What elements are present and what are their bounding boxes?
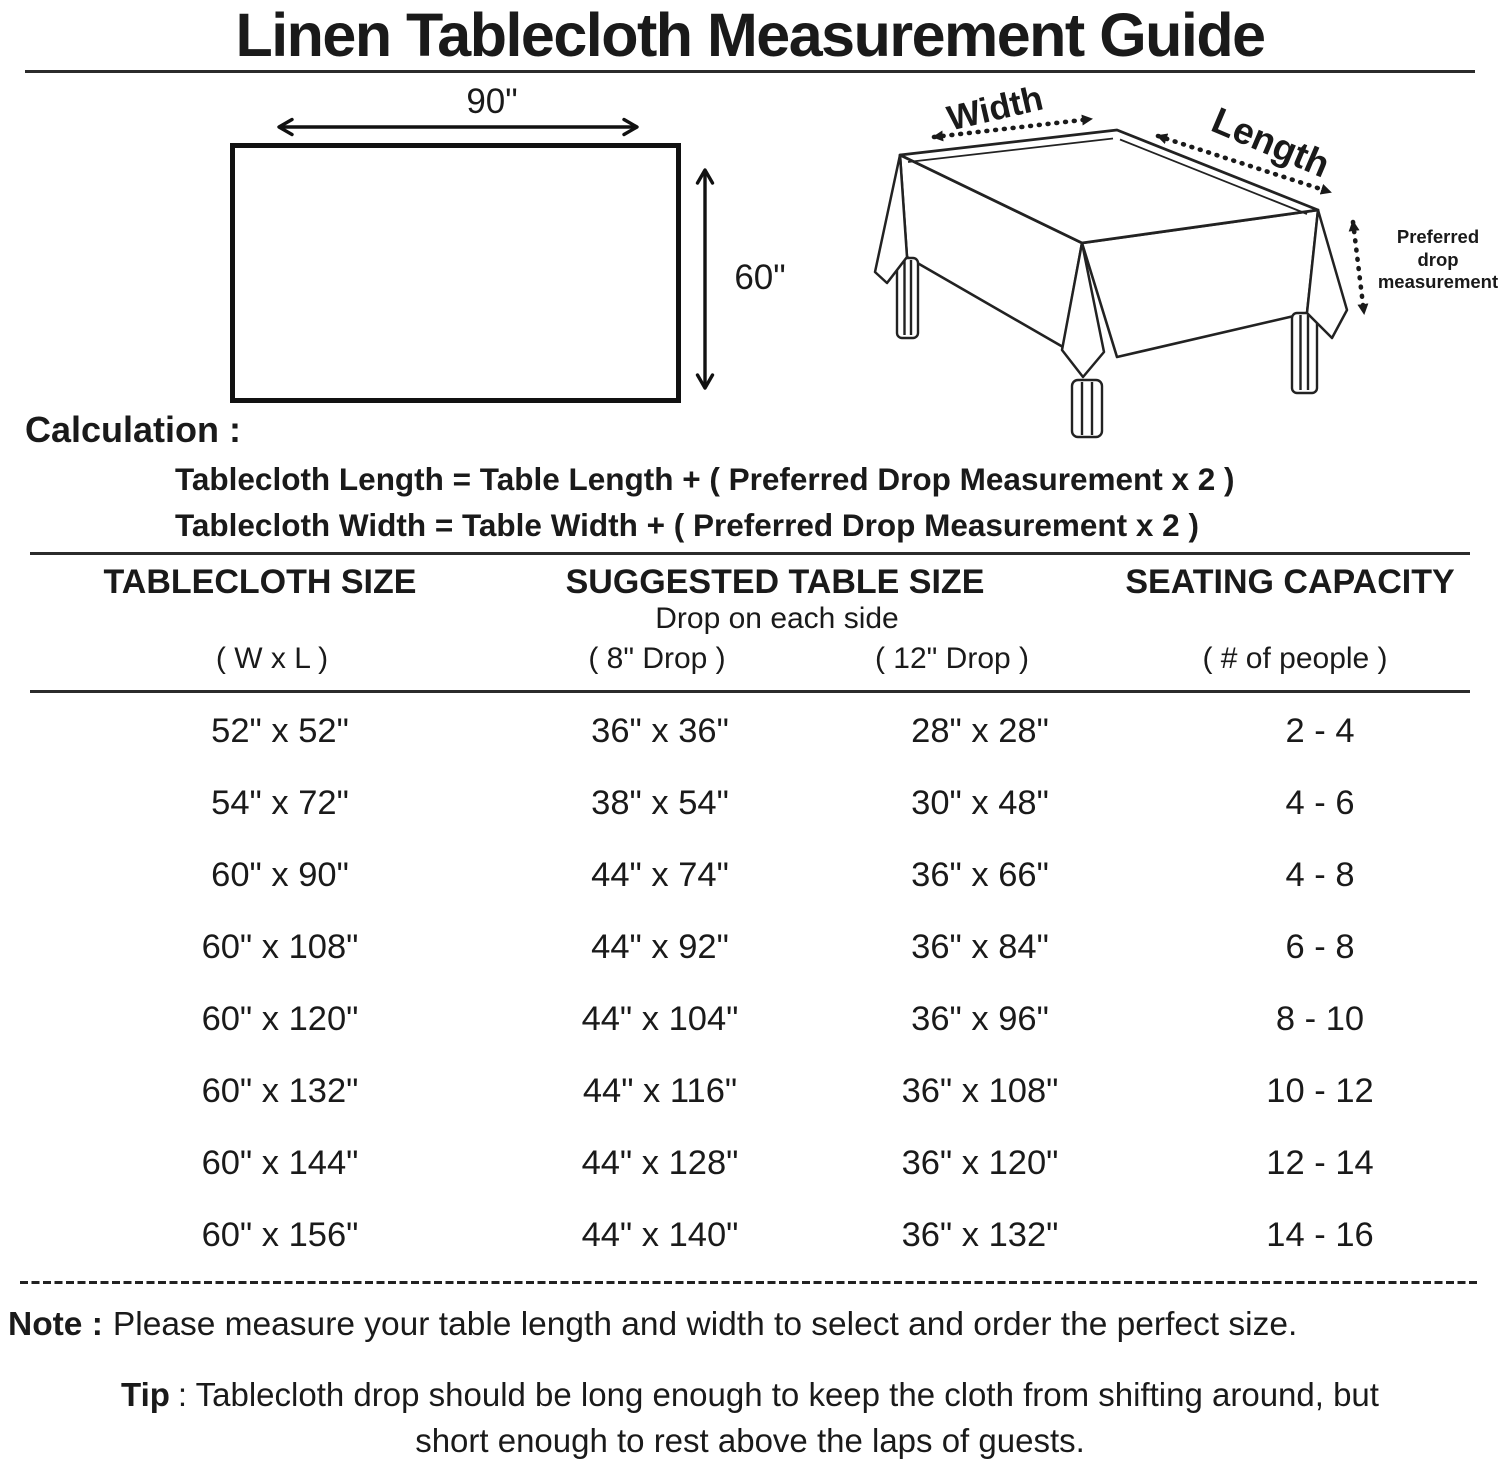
drop-on-each-side-subnote: Drop on each side bbox=[655, 602, 899, 635]
diagram-width-value: 90" bbox=[466, 82, 518, 121]
table-cell: 44" x 104" bbox=[581, 1000, 739, 1038]
table-cell: 36" x 66" bbox=[911, 856, 1049, 894]
title-divider bbox=[25, 70, 1475, 73]
table-cell: 44" x 92" bbox=[591, 928, 729, 966]
table-cell: 36" x 96" bbox=[911, 1000, 1049, 1038]
height-dimension-arrow-icon bbox=[698, 170, 713, 388]
tip-text-line-1: Tip : Tablecloth drop should be long enough to keep the cloth from shifting around, but bbox=[121, 1376, 1379, 1413]
dashed-divider bbox=[20, 1281, 1480, 1284]
tip-text-line-2: short enough to rest above the laps of guests. bbox=[415, 1422, 1085, 1459]
table-cell: 38" x 54" bbox=[591, 784, 729, 822]
table-cell: 44" x 140" bbox=[581, 1216, 739, 1254]
table-cell: 60" x 144" bbox=[201, 1144, 359, 1182]
table-cell: 14 - 16 bbox=[1266, 1216, 1374, 1254]
table-cell: 6 - 8 bbox=[1285, 928, 1355, 966]
unit-header-people: ( # of people ) bbox=[1202, 642, 1388, 675]
tablecloth-rectangle bbox=[233, 146, 679, 401]
table-cell: 44" x 128" bbox=[581, 1144, 739, 1182]
unit-header-12-drop: ( 12" Drop ) bbox=[874, 642, 1030, 675]
size-table bbox=[30, 695, 1470, 1271]
width-dimension-arrow-icon bbox=[279, 120, 637, 135]
table-cell: 36" x 84" bbox=[911, 928, 1049, 966]
column-header-suggested-table-size: SUGGESTED TABLE SIZE bbox=[565, 563, 985, 601]
table-header-divider bbox=[30, 690, 1470, 693]
tablecloth-on-table-illustration bbox=[850, 75, 1500, 445]
table-cell: 60" x 90" bbox=[211, 856, 349, 894]
svg-text:drop: drop bbox=[1417, 249, 1459, 270]
width-formula: Tablecloth Width = Table Width + ( Preferred Drop Measurement x 2 ) bbox=[175, 507, 1199, 543]
table-cell: 44" x 74" bbox=[591, 856, 729, 894]
table-cell: 4 - 8 bbox=[1285, 856, 1355, 894]
table-cell: 12 - 14 bbox=[1266, 1144, 1374, 1182]
svg-text:Preferred: Preferred bbox=[1396, 226, 1480, 247]
table-cell: 8 - 10 bbox=[1275, 1000, 1365, 1038]
table-cell: 4 - 6 bbox=[1285, 784, 1355, 822]
table-cell: 60" x 108" bbox=[201, 928, 359, 966]
table-cell: 44" x 116" bbox=[582, 1072, 738, 1110]
cloth-left-corner-flap bbox=[875, 155, 907, 283]
table-cell: 54" x 72" bbox=[211, 784, 349, 822]
table-cell: 36" x 108" bbox=[901, 1072, 1059, 1110]
illustration-length-label: Length bbox=[1206, 99, 1336, 186]
table-cell: 2 - 4 bbox=[1285, 712, 1355, 750]
table-cell: 36" x 120" bbox=[901, 1144, 1059, 1182]
table-cell: 30" x 48" bbox=[911, 784, 1049, 822]
note-text: Note : Please measure your table length and width to select and order the perfect size. bbox=[8, 1306, 1298, 1343]
table-cell: 60" x 156" bbox=[201, 1216, 359, 1254]
table-cell: 28" x 28" bbox=[911, 712, 1049, 750]
preferred-drop-note bbox=[1378, 226, 1498, 292]
page-title: Linen Tablecloth Measurement Guide bbox=[235, 1, 1265, 69]
note-label: Note : bbox=[8, 1306, 103, 1343]
table-cell: 52" x 52" bbox=[211, 712, 349, 750]
tip-label: Tip bbox=[121, 1376, 170, 1413]
table-cell: 36" x 36" bbox=[591, 712, 729, 750]
column-header-seating-capacity: SEATING CAPACITY bbox=[1125, 563, 1455, 601]
flat-tablecloth-diagram bbox=[230, 80, 810, 410]
table-cell: 60" x 120" bbox=[201, 1000, 359, 1038]
svg-text:measurement: measurement bbox=[1377, 271, 1499, 292]
table-cell: 60" x 132" bbox=[201, 1072, 359, 1110]
calculation-heading: Calculation : bbox=[25, 409, 242, 450]
column-header-tablecloth-size: TABLECLOTH SIZE bbox=[103, 563, 417, 601]
illustration-width-label: Width bbox=[943, 78, 1047, 139]
unit-header-8-drop: ( 8" Drop ) bbox=[588, 642, 726, 675]
drop-measurement-arrow-icon bbox=[1353, 222, 1364, 313]
table-cell: 36" x 132" bbox=[901, 1216, 1059, 1254]
table-cell: 10 - 12 bbox=[1266, 1072, 1374, 1110]
length-formula: Tablecloth Length = Table Length + ( Preferred Drop Measurement x 2 ) bbox=[175, 461, 1235, 497]
table-top-divider bbox=[30, 552, 1470, 555]
diagram-length-value: 60" bbox=[734, 258, 786, 297]
unit-header-wxl: ( W x L ) bbox=[215, 642, 329, 675]
